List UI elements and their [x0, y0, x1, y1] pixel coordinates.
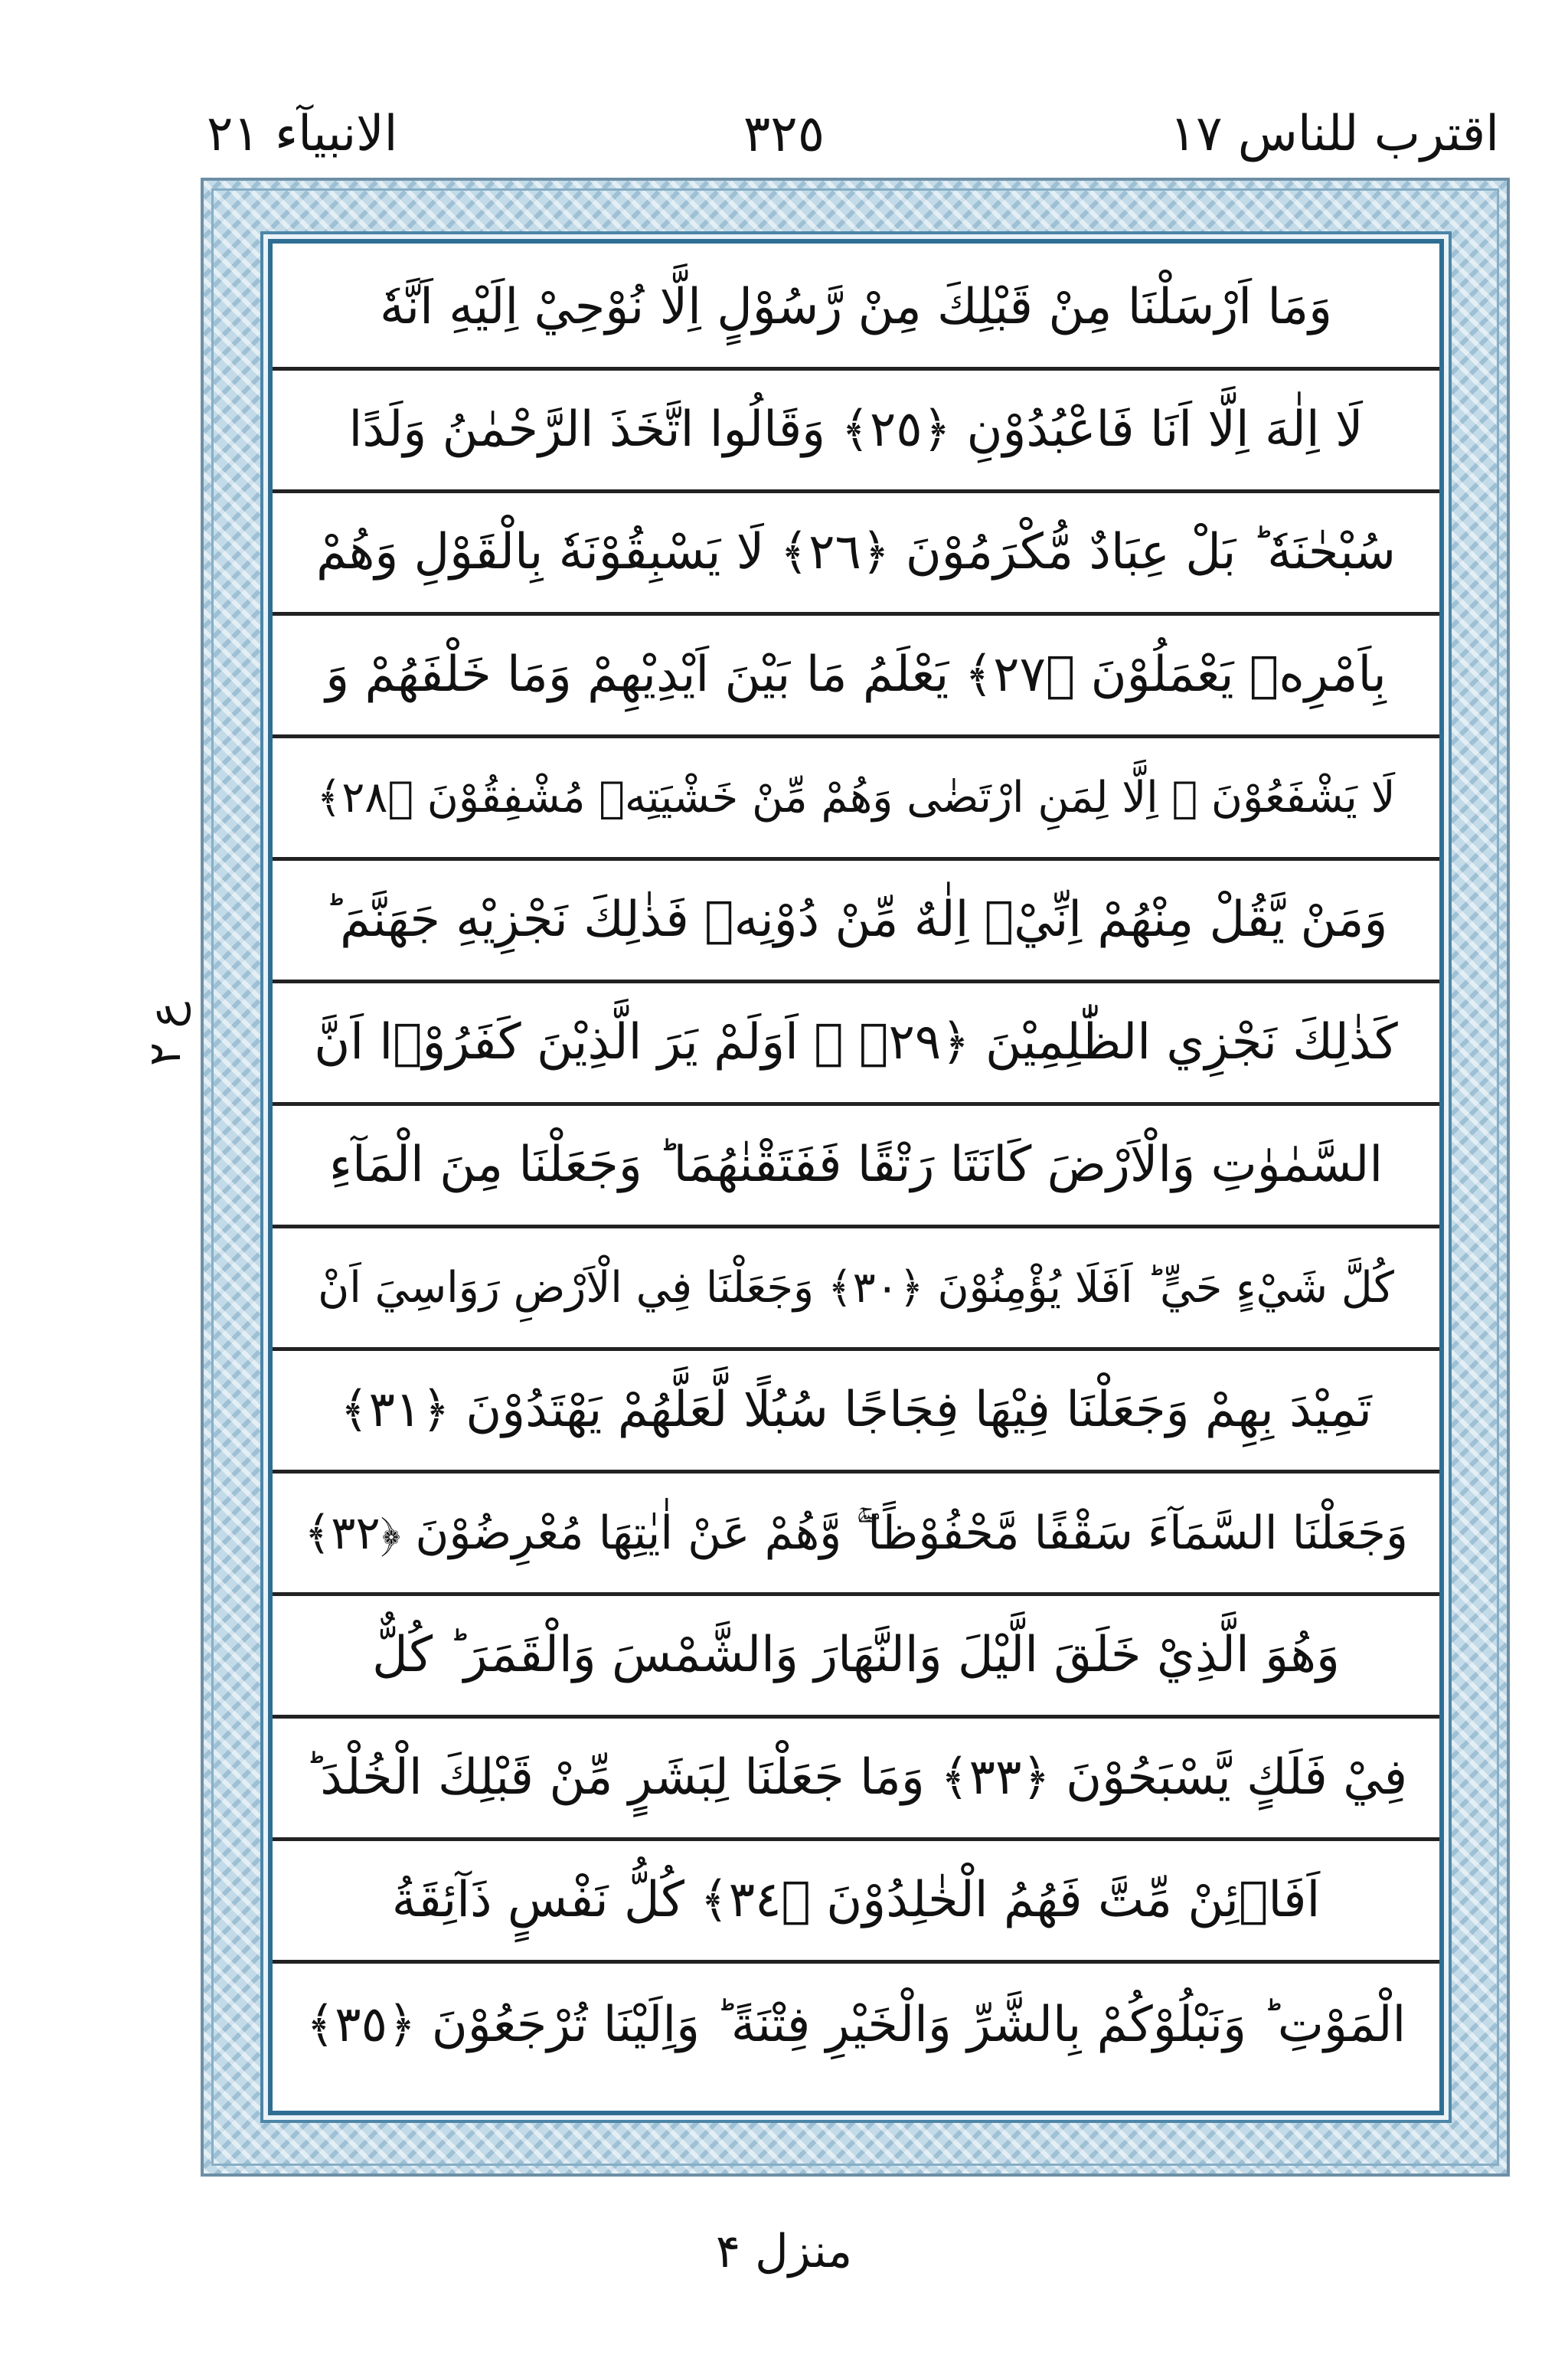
verse-line-1: وَمَا اَرْسَلْنَا مِنْ قَبْلِكَ مِنْ رَّسُوْلٍ اِلَّا نُوْحِيْ اِلَيْهِ اَنَّهٗ: [273, 248, 1439, 371]
verse-line-3: سُبْحٰنَهٗ ؕ بَلْ عِبَادٌ مُّكْرَمُوْنَ ﴿٢٦﴾ لَا يَسْبِقُوْنَهٗ بِالْقَوْلِ وَهُمْ: [273, 493, 1439, 616]
verse-line-6: وَمَنْ يَّقُلْ مِنْهُمْ اِنِّيْۤ اِلٰهٌ مِّنْ دُوْنِهٖ فَذٰلِكَ نَجْزِيْهِ جَهَنَّمَ ؕ: [273, 861, 1439, 983]
verse-line-10: تَمِيْدَ بِهِمْ وَجَعَلْنَا فِيْهَا فِجَاجًا سُبُلًا لَّعَلَّهُمْ يَهْتَدُوْنَ ﴿٣١﴾: [273, 1351, 1439, 1474]
manzil-label: منزل ۴: [715, 2225, 853, 2278]
juz-name: اقترب للناس ١٧: [1169, 106, 1499, 162]
surah-name: الانبيآء ٢١: [207, 106, 398, 162]
verse-line-2: لَا اِلٰهَ اِلَّا اَنَا فَاعْبُدُوْنِ ﴿٢٥﴾ وَقَالُوا اتَّخَذَ الرَّحْمٰنُ وَلَدًا: [273, 371, 1439, 493]
text-panel: [268, 239, 1444, 2115]
verse-line-8: السَّمٰوٰتِ وَالْاَرْضَ كَانَتَا رَتْقًا فَفَتَقْنٰهُمَا ؕ وَجَعَلْنَا مِنَ الْمَآءِ: [273, 1106, 1439, 1228]
verse-line-11: وَجَعَلْنَا السَّمَآءَ سَقْفًا مَّحْفُوْظًا ۚۖ وَّهُمْ عَنْ اٰيٰتِهَا مُعْرِضُوْنَ ﴿٣٢﴾: [273, 1474, 1439, 1596]
verse-line-13: فِيْ فَلَكٍ يَّسْبَحُوْنَ ﴿٣٣﴾ وَمَا جَعَلْنَا لِبَشَرٍ مِّنْ قَبْلِكَ الْخُلْدَ ؕ: [273, 1719, 1439, 1841]
verse-line-5: لَا يَشْفَعُوْنَ ۙ اِلَّا لِمَنِ ارْتَضٰى وَهُمْ مِّنْ خَشْيَتِهٖ مُشْفِقُوْنَ ﴿٢٨﴾: [273, 738, 1439, 861]
verse-line-7: كَذٰلِكَ نَجْزِي الظّٰلِمِيْنَ ﴿٢٩﴾ ۧ اَوَلَمْ يَرَ الَّذِيْنَ كَفَرُوْۤا اَنَّ: [273, 983, 1439, 1106]
verse-line-15: الْمَوْتِ ؕ وَنَبْلُوْكُمْ بِالشَّرِّ وَالْخَيْرِ فِتْنَةً ؕ وَاِلَيْنَا تُرْجَعُوْنَ ﴿٣٥﴾: [305, 1996, 1406, 2053]
ruku-marker-text: ع ٢: [138, 1001, 191, 1067]
verse-line-12: وَهُوَ الَّذِيْ خَلَقَ الَّيْلَ وَالنَّهَارَ وَالشَّمْسَ وَالْقَمَرَ ؕ كُلٌّ: [273, 1596, 1439, 1719]
verse-line-4: بِاَمْرِهٖ يَعْمَلُوْنَ ﴿٢٧﴾ يَعْلَمُ مَا بَيْنَ اَيْدِيْهِمْ وَمَا خَلْفَهُمْ وَ: [273, 616, 1439, 738]
verse-line-9: كُلَّ شَيْءٍ حَيٍّ ؕ اَفَلَا يُؤْمِنُوْنَ ﴿٣٠﴾ وَجَعَلْنَا فِي الْاَرْضِ رَوَاسِيَ اَنْ: [273, 1228, 1439, 1351]
ruku-marker: [130, 957, 199, 1110]
verse-line-14: اَفَا۟ئِنْ مِّتَّ فَهُمُ الْخٰلِدُوْنَ ﴿٣٤﴾ كُلُّ نَفْسٍ ذَآئِقَةُ: [273, 1841, 1439, 1964]
page-number: ٣٢٥: [743, 104, 825, 163]
